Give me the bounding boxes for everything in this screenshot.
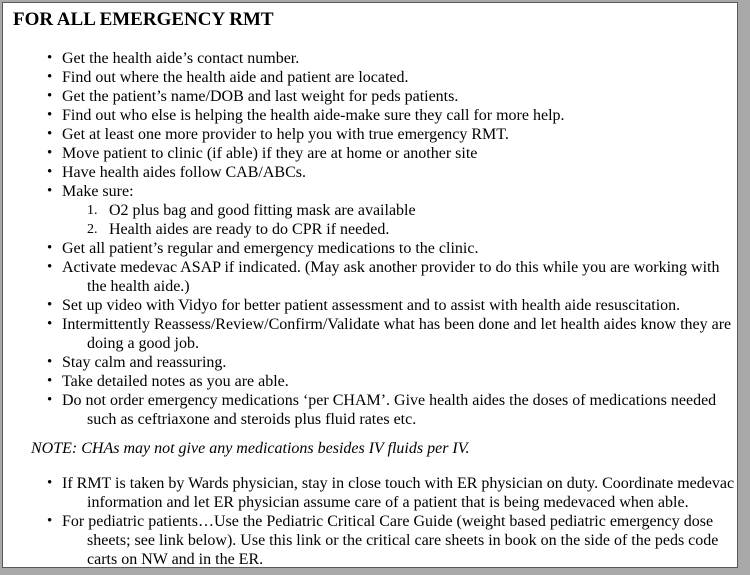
bullet-icon: • [47, 513, 53, 529]
bullet-icon: • [47, 373, 53, 389]
list-item-text: Move patient to clinic (if able) if they are at home or another site [62, 145, 478, 162]
list-item-text: Get the health aide’s contact number. [62, 50, 300, 67]
list-item [3, 512, 737, 568]
list-item [3, 68, 737, 87]
bullet-icon: • [47, 107, 53, 123]
list-item-text: sheets; see link below). Use this link or the critical care sheets in book on the side of the peds code [87, 532, 719, 549]
list-item-text: Have health aides follow CAB/ABCs. [62, 164, 306, 181]
note-text: NOTE: CHAs may not give any medications besides IV fluids per IV. [31, 440, 470, 457]
list-item-text: If RMT is taken by Wards physician, stay in close touch with ER physician on duty. Coordinate medevac [62, 475, 735, 492]
list-item [3, 372, 737, 391]
list-item [3, 353, 737, 372]
bullet-icon: • [47, 50, 53, 66]
bullet-icon: • [47, 164, 53, 180]
list-item-text: Take detailed notes as you are able. [62, 373, 289, 390]
numbered-item-text: O2 plus bag and good fitting mask are available [109, 202, 416, 219]
list-item [3, 163, 737, 182]
list-item [3, 87, 737, 106]
bullet-icon: • [47, 126, 53, 142]
list-item-text: Get the patient’s name/DOB and last weight for peds patients. [62, 88, 459, 105]
list-item [3, 49, 737, 68]
bullet-icon: • [47, 259, 53, 275]
list-item-text: Make sure: [62, 183, 134, 200]
list-item-text: Do not order emergency medications ‘per CHAM’. Give health aides the doses of medications needed [62, 392, 717, 409]
bullet-icon: • [47, 297, 53, 313]
list-item [3, 144, 737, 163]
list-item [3, 239, 737, 258]
list-item-text: information and let ER physician assume care of a patient that is being medevaced when able. [87, 494, 689, 511]
list-item-text: Activate medevac ASAP if indicated. (May ask another provider to do this while you are working with [62, 259, 720, 276]
main-bullet-list [3, 49, 737, 429]
numbered-item-text: Health aides are ready to do CPR if needed. [109, 221, 390, 238]
bullet-icon: • [47, 316, 53, 332]
list-item [3, 296, 737, 315]
list-item [3, 315, 737, 353]
list-item [3, 391, 737, 429]
list-item-text: such as ceftriaxone and steroids plus fluid rates etc. [87, 411, 417, 428]
bullet-icon: • [47, 183, 53, 199]
list-item-text: doing a good job. [87, 335, 199, 352]
bullet-icon: • [47, 69, 53, 85]
bullet-icon: • [47, 475, 53, 491]
list-item-text: Find out who else is helping the health aide-make sure they call for more help. [62, 107, 565, 124]
numbered-item [3, 201, 737, 220]
list-item-text: the health aide.) [87, 278, 190, 295]
list-item-text: Find out where the health aide and patient are located. [62, 69, 409, 86]
bullet-icon: • [47, 240, 53, 256]
bottom-bullet-list [3, 474, 737, 568]
list-item [3, 182, 737, 201]
page-title: FOR ALL EMERGENCY RMT [13, 9, 274, 30]
list-item [3, 106, 737, 125]
list-item-text: Set up video with Vidyo for better patient assessment and to assist with health aide resuscitation. [62, 297, 681, 314]
bullet-icon: • [47, 88, 53, 104]
numbered-item [3, 220, 737, 239]
bullet-icon: • [47, 392, 53, 408]
list-item-text: Intermittently Reassess/Review/Confirm/Validate what has been done and let health aides know they are [62, 316, 732, 333]
list-item-text: carts on NW and in the ER. [87, 551, 264, 568]
list-item-text: Stay calm and reassuring. [62, 354, 227, 371]
bullet-icon: • [47, 145, 53, 161]
list-item-text: Get at least one more provider to help you with true emergency RMT. [62, 126, 509, 143]
document-page [2, 2, 738, 568]
list-item [3, 258, 737, 296]
list-item-text: Get all patient’s regular and emergency medications to the clinic. [62, 240, 479, 257]
list-item-text: For pediatric patients…Use the Pediatric Critical Care Guide (weight based pediatric emergency dose [62, 513, 714, 530]
number-marker: 2. [87, 222, 98, 237]
list-item [3, 474, 737, 512]
number-marker: 1. [87, 203, 98, 218]
list-item [3, 125, 737, 144]
bullet-icon: • [47, 354, 53, 370]
